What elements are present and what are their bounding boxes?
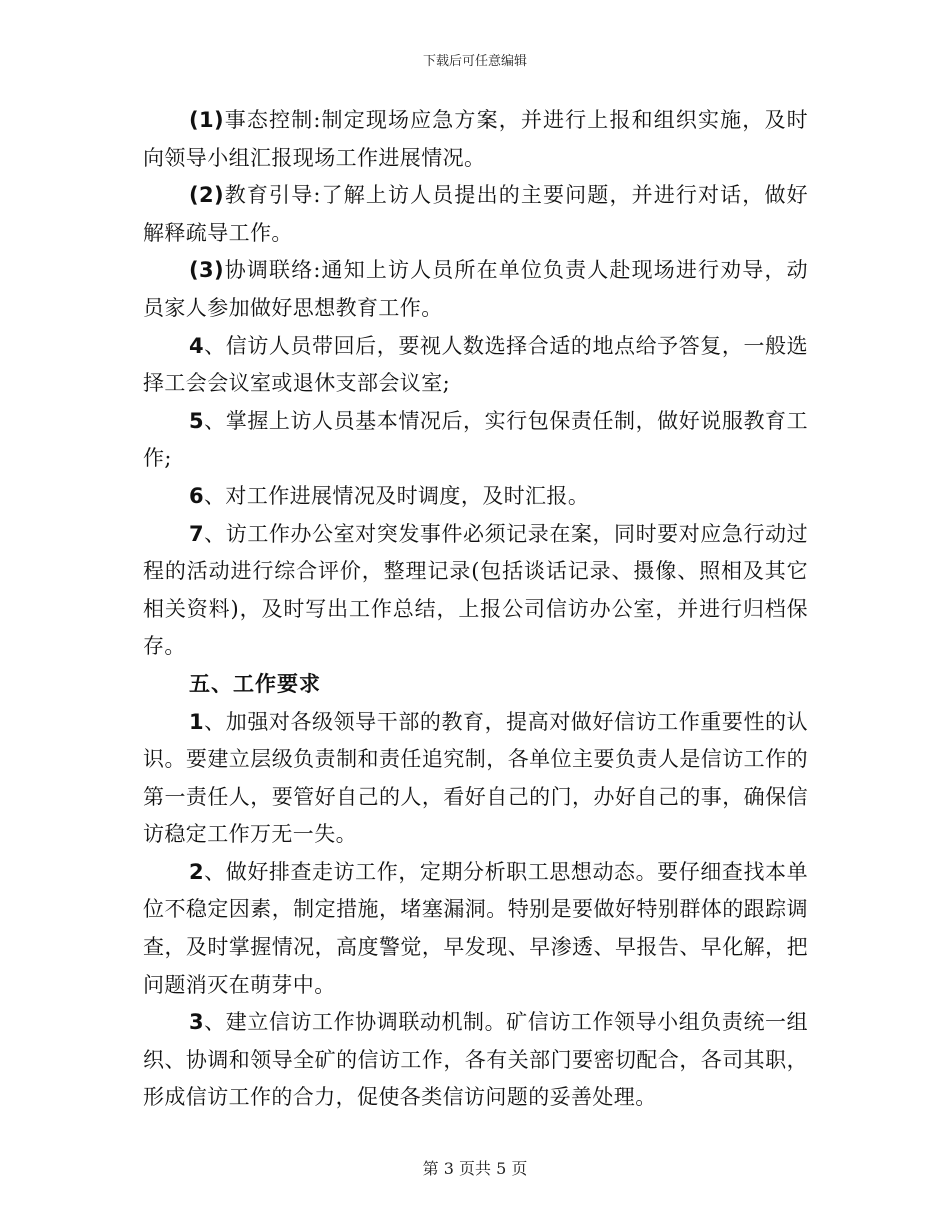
paragraph-item-6 (143, 478, 808, 516)
paragraph-text: 、做好排查走访工作，定期分析职工思想动态。要仔细查找本单位不稳定因素，制定措施，堵塞漏洞。特别是要做好特别群体的跟踪调查，及时掌握情况，高度警觉，早发现、早渗透、早报告、早化解，把问题消灭在萌芽中。 (143, 859, 808, 997)
paragraph-item-5 (143, 403, 808, 478)
item-number: (3) (189, 258, 225, 283)
paragraph-text: 、加强对各级领导干部的教育，提高对做好信访工作重要性的认识。要建立层级负责制和责任追究制，各单位主要负责人是信访工作的第一责任人，要管好自己的人，看好自己的门，办好自己的事，确保信访稳定工作万无一失。 (143, 709, 808, 847)
paragraph-text: 协调联络:通知上访人员所在单位负责人赴现场进行劝导，动员家人参加做好思想教育工作。 (143, 258, 808, 320)
paragraph-text: 、建立信访工作协调联动机制。矿信访工作领导小组负责统一组织、协调和领导全矿的信访工作，各有关部门要密切配合，各司其职，形成信访工作的合力，促使各类信访问题的妥善处理。 (143, 1010, 808, 1110)
item-number: 6 (189, 483, 205, 508)
item-number: (2) (189, 183, 225, 208)
paragraph-item-3 (143, 252, 808, 327)
paragraph-text: 、访工作办公室对突发事件必须记录在案，同时要对应急行动过程的活动进行综合评价，整理记录(包括谈话记录、摄像、照相及其它相关资料)，及时写出工作总结，上报公司信访办公室，并进行归档保存。 (143, 521, 808, 659)
requirement-item-2 (143, 854, 808, 1004)
document-body (143, 102, 808, 1117)
item-number: 3 (189, 1010, 205, 1035)
paragraph-text: 、对工作进展情况及时调度，及时汇报。 (204, 483, 590, 508)
item-number: 2 (189, 859, 205, 884)
item-number: 1 (189, 709, 205, 734)
page-footer: 第 3 页共 5 页 (422, 1159, 528, 1178)
paragraph-item-2 (143, 177, 808, 252)
section-heading: 五、工作要求 (189, 671, 321, 696)
paragraph-text: 事态控制:制定现场应急方案，并进行上报和组织实施，及时向领导小组汇报现场工作进展情况。 (143, 108, 808, 170)
item-number: (1) (189, 108, 225, 132)
paragraph-text: 教育引导:了解上访人员提出的主要问题，并进行对话，做好解释疏导工作。 (143, 183, 808, 245)
requirement-item-3 (143, 1004, 808, 1117)
item-number: 4 (189, 333, 205, 358)
paragraph-text: 、信访人员带回后，要视人数选择合适的地点给予答复，一般选择工会会议室或退休支部会议室; (143, 333, 808, 396)
paragraph-item-4 (143, 328, 808, 403)
item-number: 5 (189, 408, 205, 433)
paragraph-item-1 (143, 102, 808, 177)
paragraph-text: 、掌握上访人员基本情况后，实行包保责任制，做好说服教育工作; (143, 408, 808, 471)
paragraph-item-7 (143, 516, 808, 666)
item-number: 7 (189, 521, 205, 546)
requirement-item-1 (143, 704, 808, 854)
page-header: 下载后可任意编辑 (422, 54, 527, 69)
